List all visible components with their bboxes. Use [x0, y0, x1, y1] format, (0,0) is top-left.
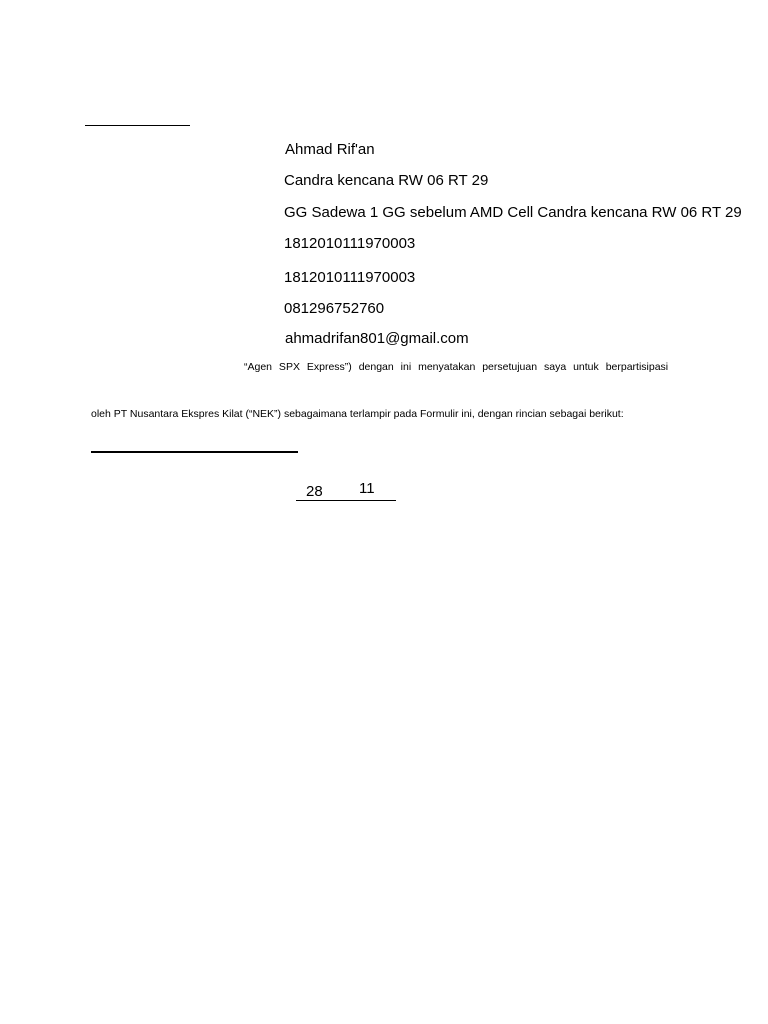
- id-number-field-2: 1812010111970003: [284, 269, 416, 286]
- address-line-1-field: Candra kencana RW 06 RT 29: [284, 172, 489, 189]
- date-day: 28: [306, 483, 323, 500]
- date-month: 11: [359, 480, 375, 497]
- name-field: Ahmad Rif'an: [285, 141, 375, 158]
- statement-line-2: oleh PT Nusantara Ekspres Kilat (“NEK”) sebagaimana terlampir pada Formulir ini, dengan rincian sebagai berikut:: [91, 408, 624, 420]
- statement-line-1: “Agen SPX Express”) dengan ini menyatakan persetujuan saya untuk berpartisipasi: [244, 361, 669, 373]
- id-number-field-1: 1812010111970003: [284, 235, 416, 252]
- email-field: ahmadrifan801@gmail.com: [285, 330, 469, 347]
- address-line-2-field: GG Sadewa 1 GG sebelum AMD Cell Candra kencana RW 06 RT 29: [284, 204, 742, 221]
- date-underline: [296, 500, 396, 501]
- signature-line: [91, 451, 298, 453]
- phone-field: 081296752760: [284, 300, 385, 317]
- top-left-underline: [85, 125, 190, 126]
